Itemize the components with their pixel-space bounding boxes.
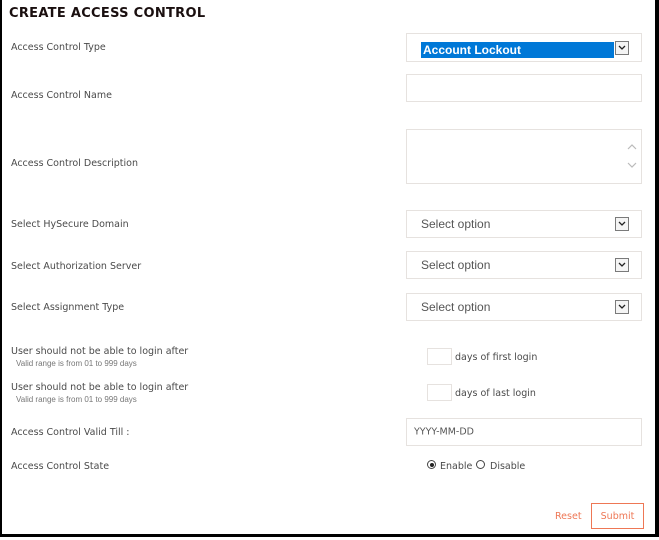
valid-till-placeholder: YYYY-MM-DD	[414, 426, 474, 438]
first-login-hint: Valid range is from 01 to 999 days	[16, 359, 137, 368]
chevron-down-icon[interactable]	[615, 41, 629, 55]
auth-server-label: Select Authorization Server	[11, 261, 142, 272]
valid-till-label: Access Control Valid Till :	[11, 427, 130, 438]
last-login-label: User should not be able to login after	[11, 382, 189, 393]
hysecure-domain-select[interactable]	[406, 210, 642, 238]
disable-radio-label: Disable	[490, 461, 526, 472]
first-login-suffix: days of first login	[455, 352, 538, 363]
last-login-days-input[interactable]	[427, 384, 452, 401]
state-label: Access Control State	[11, 461, 110, 472]
description-label: Access Control Description	[11, 158, 139, 169]
first-login-label: User should not be able to login after	[11, 346, 189, 357]
domain-label: Select HySecure Domain	[11, 219, 129, 230]
domain-selected-value: Select option	[421, 217, 491, 231]
last-login-suffix: days of last login	[455, 388, 536, 399]
enable-radio-label: Enable	[440, 461, 473, 472]
type-label: Access Control Type	[11, 42, 106, 53]
scroll-up-icon[interactable]	[627, 142, 637, 152]
scroll-down-icon[interactable]	[627, 160, 637, 170]
first-login-days-input[interactable]	[427, 348, 452, 365]
access-control-description-textarea[interactable]	[406, 129, 642, 184]
type-selected-value: Account Lockout	[421, 42, 614, 58]
enable-radio[interactable]	[427, 460, 436, 469]
access-control-name-input[interactable]	[406, 74, 642, 102]
access-control-type-select[interactable]	[406, 33, 642, 62]
chevron-down-icon[interactable]	[615, 217, 629, 231]
chevron-down-icon[interactable]	[615, 300, 629, 314]
page-title: CREATE ACCESS CONTROL	[9, 6, 206, 21]
authorization-server-select[interactable]	[406, 251, 642, 279]
submit-button[interactable]: Submit	[591, 503, 644, 529]
chevron-down-icon[interactable]	[615, 258, 629, 272]
disable-radio[interactable]	[476, 460, 485, 469]
assignment-type-select[interactable]	[406, 293, 642, 321]
assignment-selected-value: Select option	[421, 300, 491, 314]
last-login-hint: Valid range is from 01 to 999 days	[16, 395, 137, 404]
auth-server-selected-value: Select option	[421, 258, 491, 272]
reset-button[interactable]: Reset	[555, 511, 582, 522]
assignment-label: Select Assignment Type	[11, 302, 125, 313]
valid-till-date-input[interactable]	[406, 418, 642, 446]
name-label: Access Control Name	[11, 90, 112, 101]
